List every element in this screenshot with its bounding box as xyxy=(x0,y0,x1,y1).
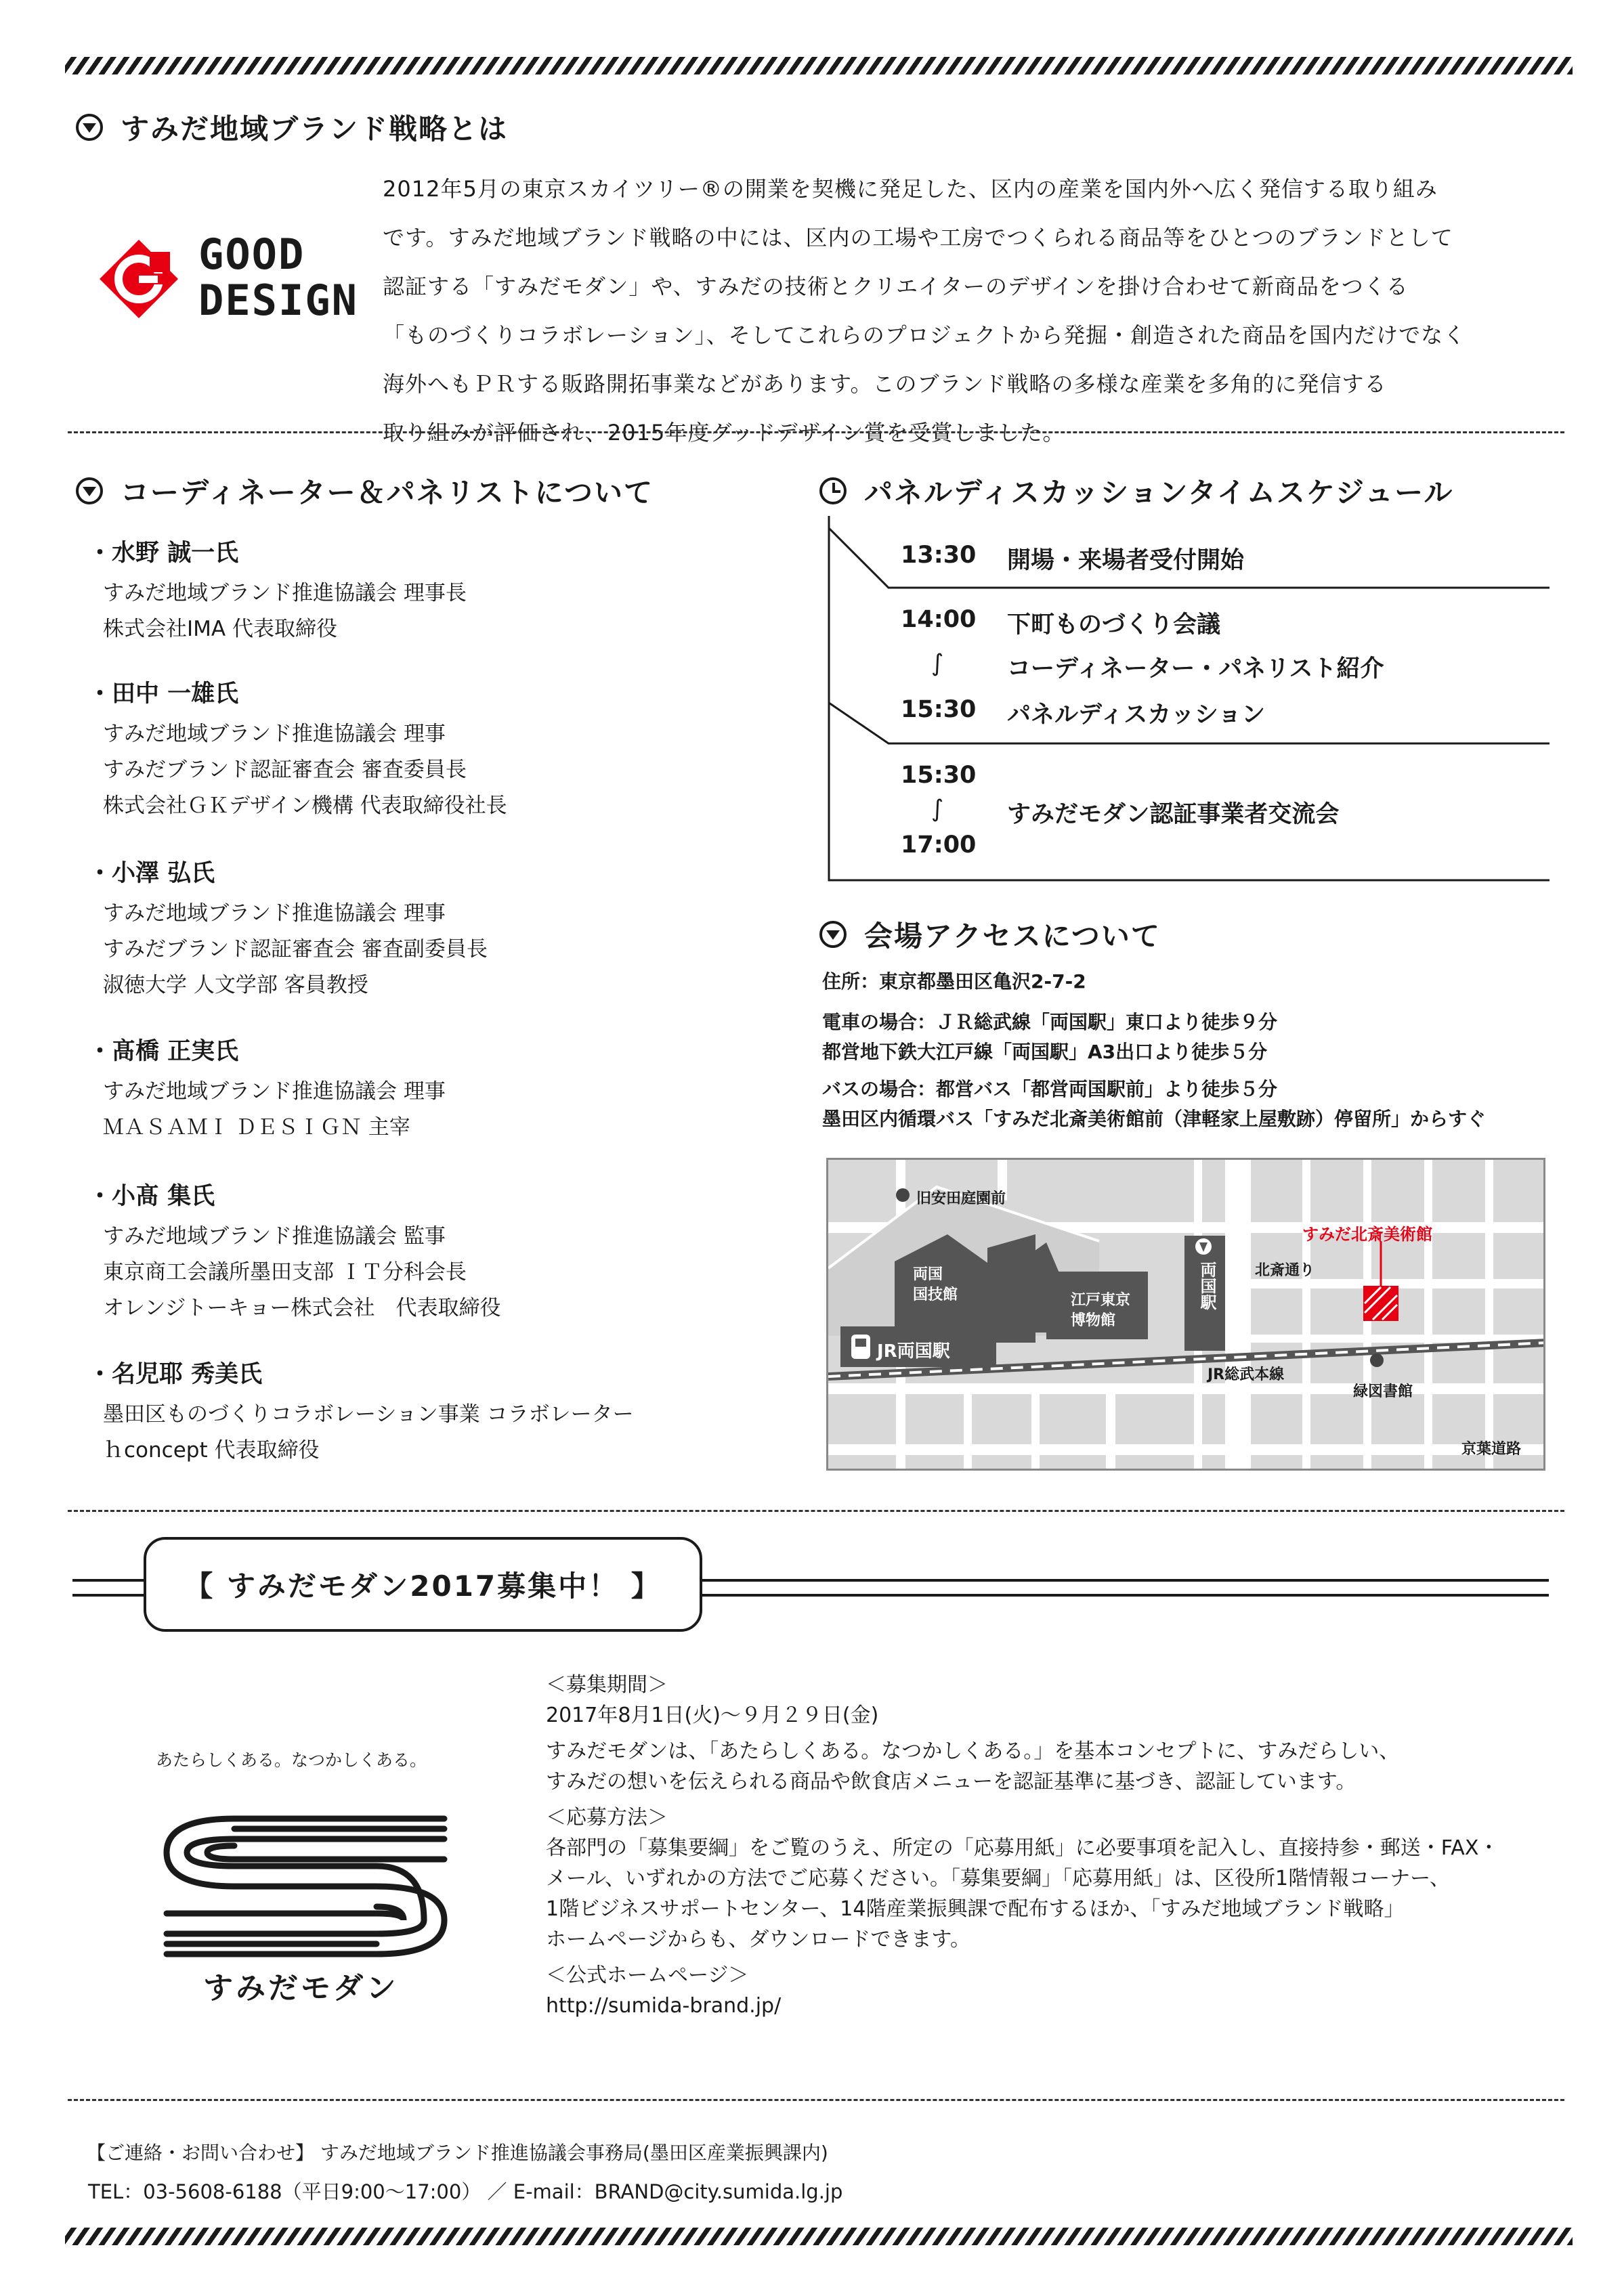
map-label-ryogoku-station: 両国駅 xyxy=(1197,1261,1216,1310)
access-address: 住所：東京都墨田区亀沢2-7-2 xyxy=(822,970,1086,993)
map-label-kyu-yasuda: 旧安田庭園前 xyxy=(916,1190,1006,1207)
schedule-range-mark: ∫ xyxy=(931,650,944,677)
panelist-role: すみだ地域ブランド推進協議会 監事 xyxy=(103,1224,446,1249)
panelists-section-heading xyxy=(76,471,654,511)
access-train-line: 電車の場合：ＪＲ総武線「両国駅」東口より徒歩９分 xyxy=(822,1011,1278,1033)
panelist-role: オレンジトーキョー株式会社 代表取締役 xyxy=(103,1296,501,1320)
panelist-item xyxy=(88,536,467,647)
map-label-jr-ryogoku-station: JR両国駅 xyxy=(877,1341,950,1362)
schedule-time: 17:00 xyxy=(901,831,977,859)
map-label-kokugikan: 両国 xyxy=(913,1266,943,1283)
recruit-banner xyxy=(144,1537,702,1632)
brand-section-title: すみだ地域ブランド戦略とは xyxy=(121,112,509,146)
panelist-role: すみだ地域ブランド推進協議会 理事長 xyxy=(103,581,467,605)
panelist-item xyxy=(88,1179,500,1326)
recruit-banner-title: 【 すみだモダン2017募集中！ 】 xyxy=(184,1569,662,1603)
panelist-name: ・小澤 弘氏 xyxy=(88,860,215,887)
schedule-event: すみだモダン認証事業者交流会 xyxy=(1007,801,1340,828)
schedule-section-heading xyxy=(819,471,1453,511)
panelists-section-title: コーディネーター＆パネリストについて xyxy=(121,476,654,509)
period-heading: ＜募集期間＞ xyxy=(546,1673,668,1697)
dashed-divider xyxy=(68,1510,1564,1512)
dashed-divider xyxy=(68,2099,1564,2101)
schedule-time: 15:30 xyxy=(901,696,977,723)
access-section-title: 会場アクセスについて xyxy=(864,919,1161,953)
map-label-hokusai-museum: すみだ北斎美術館 xyxy=(1302,1225,1432,1244)
access-train-line: 都営地下鉄大江戸線「両国駅」A3出口より徒歩５分 xyxy=(822,1041,1268,1063)
method-line: メール、いずれかの方法でご応募ください。「募集要綱」「応募用紙」は、区役所1階情報コーナー、 xyxy=(546,1867,1450,1890)
method-line: ホームページからも、ダウンロードできます。 xyxy=(546,1928,970,1951)
panelist-role: 株式会社IMA 代表取締役 xyxy=(103,617,337,641)
sumida-modern-s-logo-icon xyxy=(160,1812,451,1961)
map-label-jr-sobu: JR総武本線 xyxy=(1208,1366,1285,1383)
brand-intro-paragraph xyxy=(383,165,1466,457)
paragraph-line: 海外へもＰＲする販路開拓事業などがあります。このブランド戦略の多様な産業を多角的に発信する xyxy=(383,371,1387,397)
map-label-edo-museum: 博物館 xyxy=(1071,1312,1116,1329)
panelist-item xyxy=(88,1358,634,1469)
panelist-role: 東京商工会議所墨田支部 ＩＴ分科会長 xyxy=(103,1260,467,1284)
method-line: 各部門の「募集要綱」をご覧のうえ、所定の「応募用紙」に必要事項を記入し、直接持参・郵送・FAX・ xyxy=(546,1836,1499,1860)
map-label-edo-museum: 江戸東京 xyxy=(1071,1292,1131,1309)
map-label-midori-library: 緑図書館 xyxy=(1353,1383,1413,1400)
triangle-down-icon xyxy=(76,477,103,504)
paragraph-line: 2012年5月の東京スカイツリー®の開業を契機に発足した、区内の産業を国内外へ広く発信する取り組み xyxy=(383,176,1438,202)
paragraph-line: です。すみだ地域ブランド戦略の中には、区内の工場や工房でつくられる商品等をひとつのブランドとして xyxy=(383,225,1453,251)
period-value: 2017年8月1日(火)～９月２９日(金) xyxy=(546,1704,879,1727)
dashed-divider xyxy=(68,431,1564,433)
schedule-range-mark: ∫ xyxy=(931,796,944,823)
schedule-section-title: パネルディスカッションタイムスケジュール xyxy=(864,476,1454,509)
panelist-name: ・髙橋 正実氏 xyxy=(88,1038,239,1065)
paragraph-line: 認証する「すみだモダン」や、すみだの技術とクリエイターのデザインを掛け合わせて新商品をつくる xyxy=(383,274,1409,299)
access-map xyxy=(826,1158,1545,1471)
access-bus-line: バスの場合：都営バス「都営両国駅前」より徒歩５分 xyxy=(822,1078,1278,1100)
panelist-item xyxy=(88,857,488,1003)
sumida-modern-tagline: あたらしくある。なつかしくある。 xyxy=(156,1750,427,1770)
good-design-g-mark-icon xyxy=(97,237,181,321)
panelist-name: ・小髙 集氏 xyxy=(88,1183,215,1210)
website-heading: ＜公式ホームページ＞ xyxy=(546,1964,749,1987)
good-design-logo xyxy=(97,228,358,329)
triangle-down-icon xyxy=(819,921,847,948)
schedule-event: 開場・来場者受付開始 xyxy=(1007,547,1245,574)
sumida-modern-logo-caption: すみだモダン xyxy=(203,1971,399,2006)
panelist-name: ・名児耶 秀美氏 xyxy=(88,1361,263,1388)
panelist-item xyxy=(88,677,507,824)
clock-icon xyxy=(819,477,847,504)
contact-heading: 【ご連絡・お問い合わせ】 すみだ地域ブランド推進協議会事務局(墨田区産業振興課内) xyxy=(87,2142,828,2164)
recruit-details xyxy=(546,1670,1499,2021)
panelist-role: すみだ地域ブランド推進協議会 理事 xyxy=(103,722,446,746)
triangle-down-icon xyxy=(76,114,103,141)
good-design-text-design: DESIGN xyxy=(198,276,358,325)
top-stripe-divider xyxy=(65,57,1573,74)
schedule-event: パネルディスカッション xyxy=(1007,701,1266,729)
panelist-item xyxy=(88,1035,446,1146)
panelist-name: ・田中 一雄氏 xyxy=(88,680,239,708)
method-line: 1階ビジネスサポートセンター、14階産業振興課で配布するほか、「すみだ地域ブランド戦略」 xyxy=(546,1897,1405,1921)
schedule-event: 下町ものづくり会議 xyxy=(1007,611,1221,638)
panelist-role: 淑徳大学 人文学部 客員教授 xyxy=(103,973,368,997)
panelist-role: すみだ地域ブランド推進協議会 理事 xyxy=(103,1079,446,1104)
paragraph-line: 取り組みが評価され、2015年度グッドデザイン賞を受賞しました。 xyxy=(383,420,1065,446)
website-link[interactable]: http://sumida-brand.jp/ xyxy=(546,1994,782,2018)
recruit-description-line: すみだの想いを伝えられる商品や飲食店メニューを認証基準に基づき、認証しています。 xyxy=(546,1770,1356,1794)
method-heading: ＜応募方法＞ xyxy=(546,1806,668,1829)
good-design-text-good: GOOD xyxy=(198,230,305,279)
recruit-description-line: すみだモダンは、「あたらしくある。なつかしくある。」を基本コンセプトに、すみだらしい、 xyxy=(546,1739,1400,1763)
panelist-role: 株式会社ＧＫデザイン機構 代表取締役社長 xyxy=(103,794,507,818)
schedule-event: コーディネーター・パネリスト紹介 xyxy=(1007,655,1384,683)
schedule-time: 15:30 xyxy=(901,762,977,789)
panelist-role: すみだブランド認証審査会 審査副委員長 xyxy=(103,937,488,961)
map-label-kokugikan: 国技館 xyxy=(913,1286,958,1303)
map-label-hokusai-dori: 北斎通り xyxy=(1255,1262,1315,1279)
panelist-role: すみだブランド認証審査会 審査委員長 xyxy=(103,758,467,782)
schedule-time: 13:30 xyxy=(901,542,977,569)
access-section-heading xyxy=(819,914,1161,955)
brand-section-heading xyxy=(76,107,508,148)
access-bus-line: 墨田区内循環バス「すみだ北斎美術館前（津軽家上屋敷跡）停留所」からすぐ xyxy=(822,1108,1487,1130)
panelist-role: 墨田区ものづくりコラボレーション事業 コラボレーター xyxy=(103,1402,634,1427)
contact-details: TEL：03-5608-6188（平日9:00～17:00） ／ E-mail：BRAND@city.sumida.lg.jp xyxy=(88,2180,843,2203)
map-label-keiyo-road: 京葉道路 xyxy=(1461,1441,1522,1458)
schedule-time: 14:00 xyxy=(901,606,977,633)
panelist-role: すみだ地域ブランド推進協議会 理事 xyxy=(103,901,446,926)
paragraph-line: 「ものづくりコラボレーション」、そしてこれらのプロジェクトから発掘・創造された商品を国内だけでなく xyxy=(383,322,1466,348)
panelist-role: ＭＡＳＡＭＩ ＤＥＳＩＧＮ 主宰 xyxy=(103,1115,410,1140)
panelist-role: ｈconcept 代表取締役 xyxy=(103,1438,320,1463)
bottom-stripe-divider xyxy=(65,2228,1573,2245)
panelist-name: ・水野 誠一氏 xyxy=(88,540,239,567)
